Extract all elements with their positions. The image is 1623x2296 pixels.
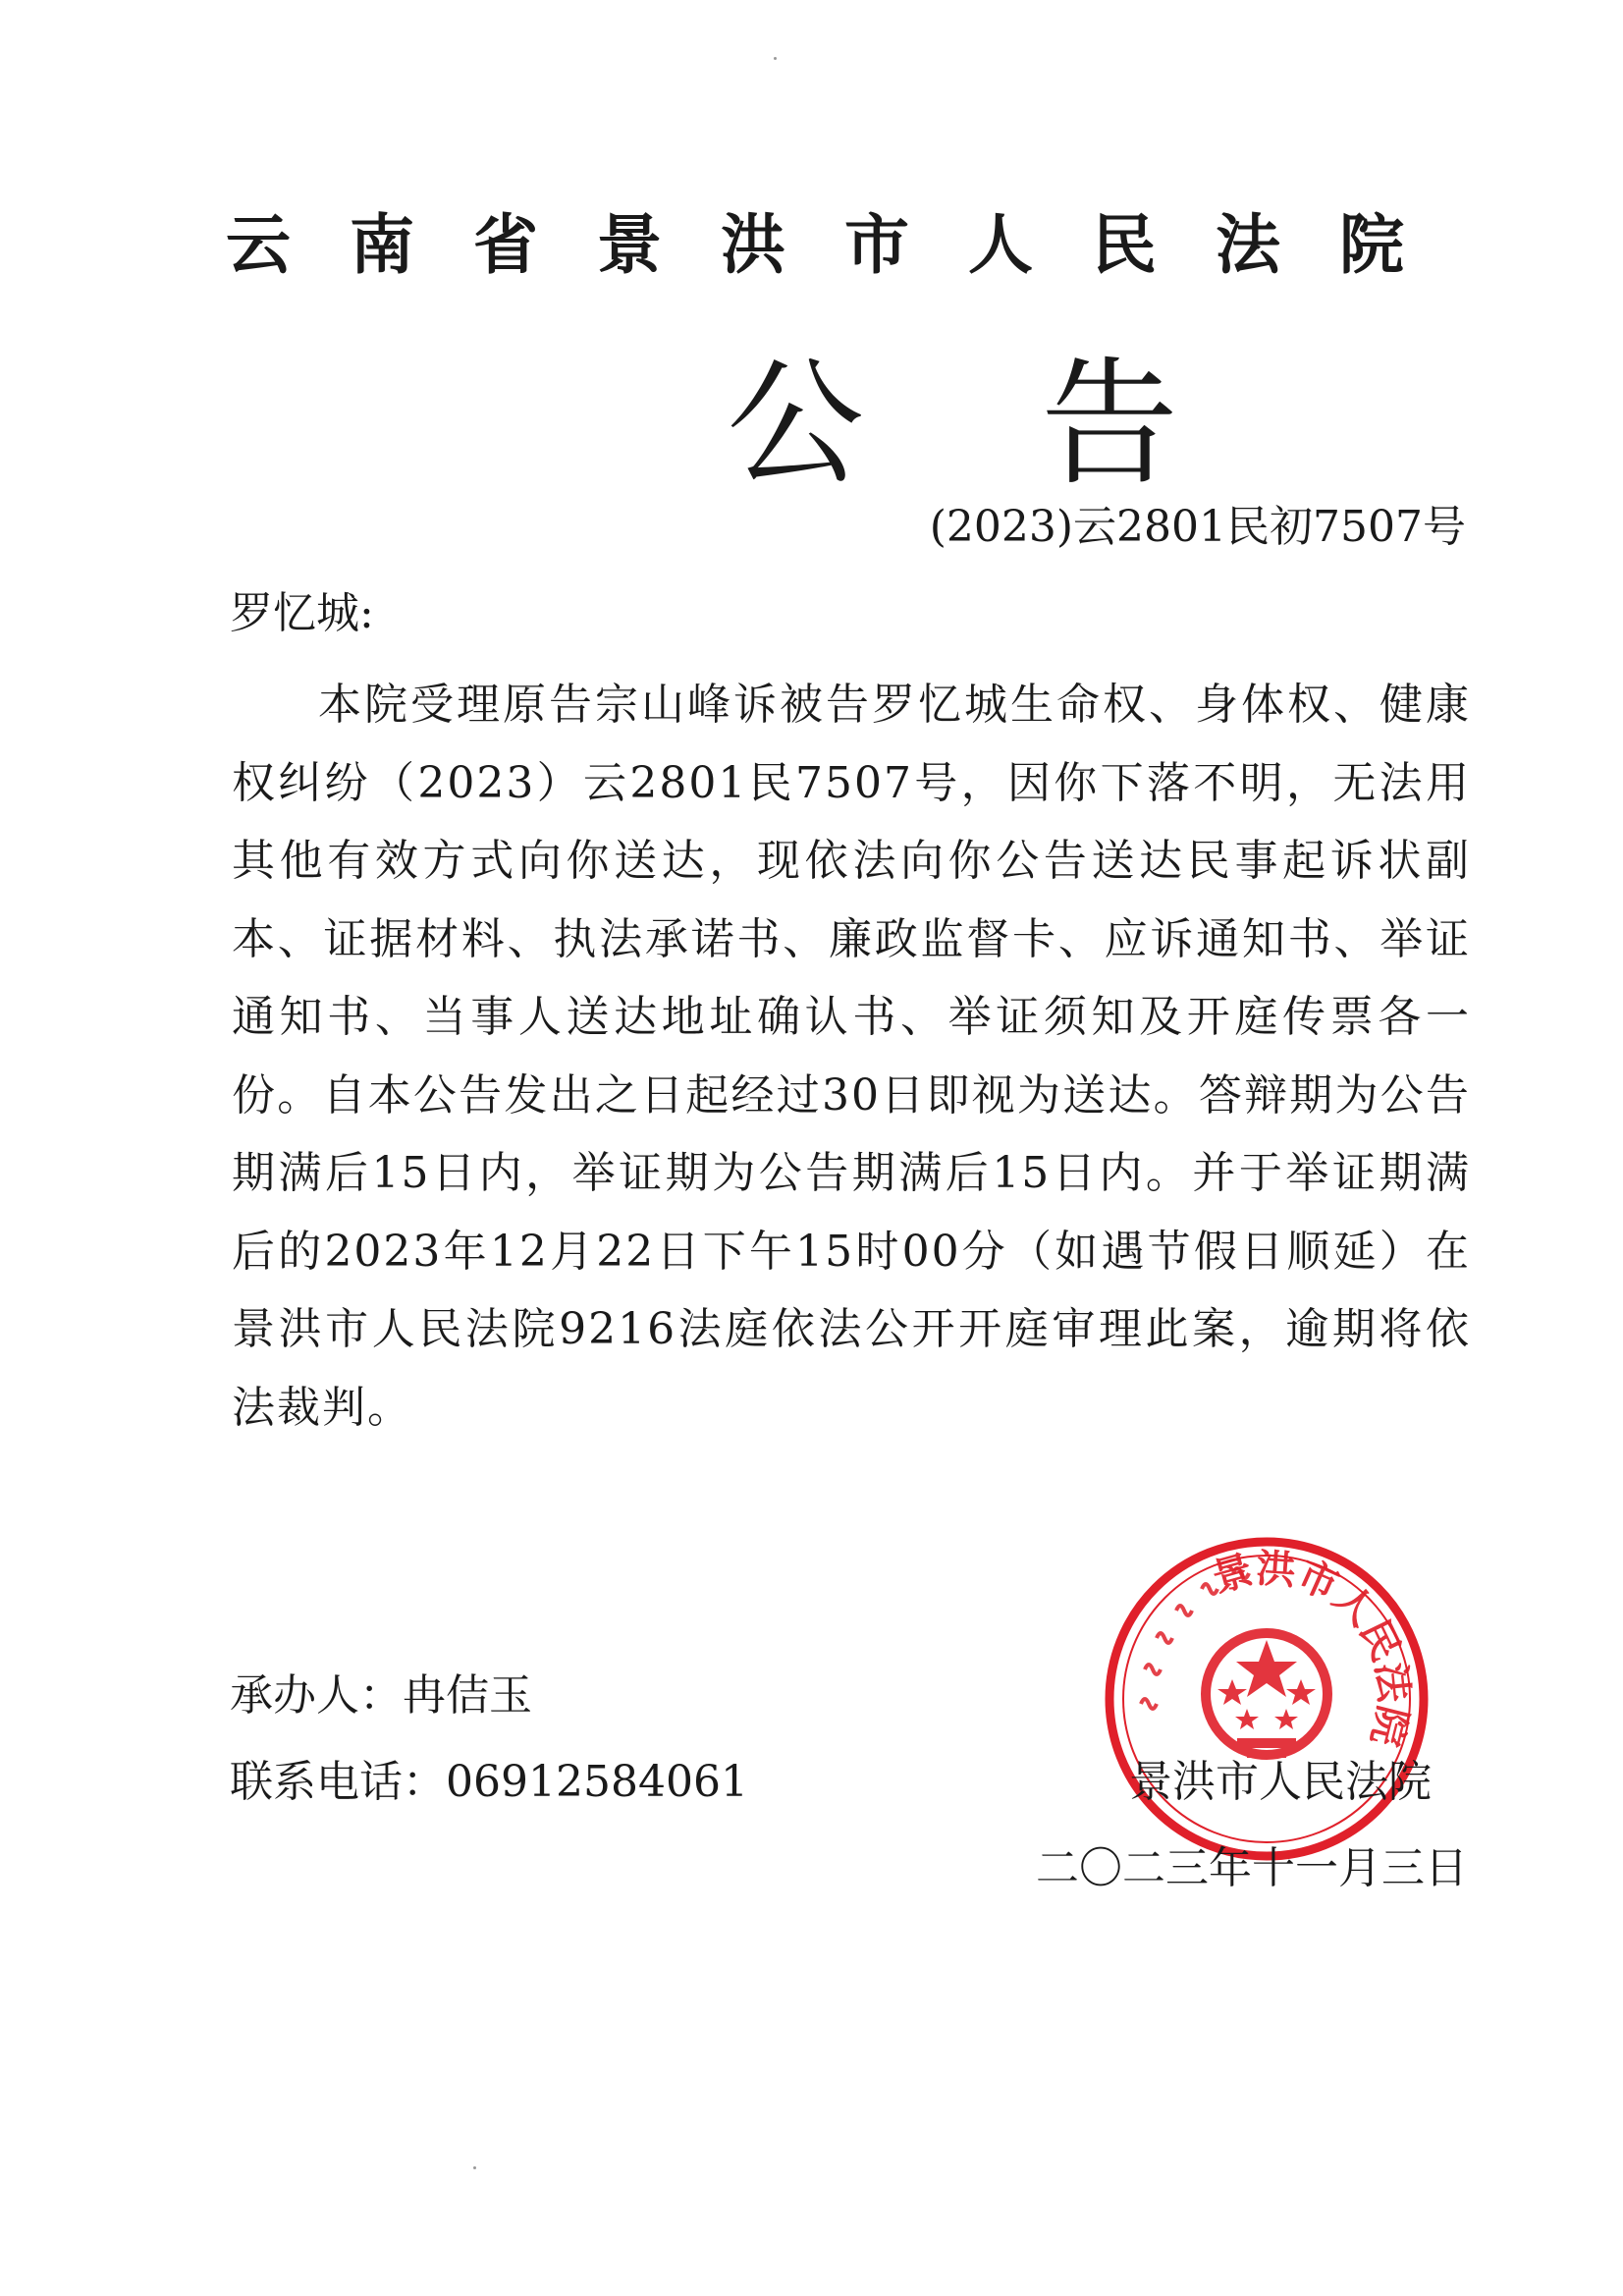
contact-phone: 联系电话：06912584061 — [230, 1757, 748, 1807]
signing-court: 景洪市人民法院 — [1129, 1757, 1432, 1807]
notice-date: 二〇二三年十一月三日 — [1036, 1843, 1468, 1893]
seal-text: 景洪市人民法院 — [1207, 1545, 1418, 1751]
court-name: 云南省景洪市人民法院 — [226, 206, 1463, 283]
scan-speck — [774, 57, 777, 60]
notice-body: 本院受理原告宗山峰诉被告罗忆城生命权、身体权、健康权纠纷（2023）云2801民7507号，因你下落不明，无法用其他有效方式向你送达，现依法向你公告送达民事起诉状副本、证据材料、执法承诺书、廉政监督卡、应诉通知书、举证通知书、当事人送达地址确认书、举证须知及开庭传票各一份。自本公告发出之日起经过30日即视为送达。答辩期为公告期满后15日内，举证期为公告期满后15日内。并于举证期满后的2023年12月22日下午15时00分（如遇节假日顺延）在景洪市人民法院9216法庭依法公开开庭审理此案，逾期将依法裁判。 — [232, 680, 1471, 1433]
notice-title: 公告 — [727, 345, 1356, 505]
court-seal-icon — [1100, 1532, 1434, 1866]
case-number: (2023)云2801民初7507号 — [929, 502, 1466, 552]
case-handler: 承办人：冉佶玉 — [230, 1670, 532, 1721]
scan-speck — [473, 2166, 476, 2169]
addressee: 罗忆城: — [230, 588, 374, 638]
